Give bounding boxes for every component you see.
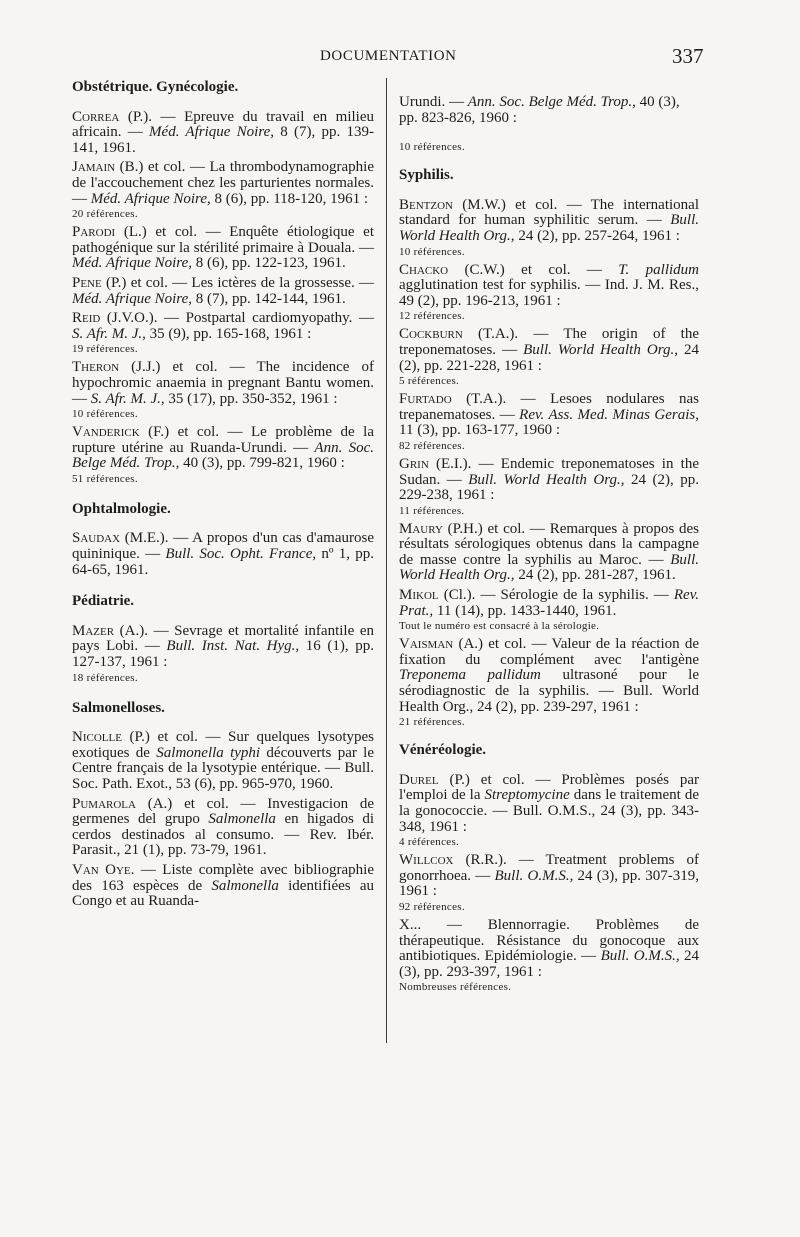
continued-entry: [399, 95, 699, 154]
entry-tail: 11 (3), pp. 163-177, 1960 :: [399, 422, 561, 439]
entry-tail: 24 (3), pp. 293-397, 1961 :: [399, 948, 699, 980]
column-divider: [386, 78, 387, 1043]
bibliography-entry: [399, 918, 699, 994]
entry-journal: Salmonella: [211, 877, 279, 894]
bibliography-entry: [72, 110, 374, 157]
entry-author: Pumarola: [72, 795, 136, 812]
entry-references: 18 références.: [72, 671, 138, 684]
section-pediatrie: [72, 594, 374, 684]
bibliography-entry: [72, 531, 374, 578]
entry-author: Grin: [399, 455, 429, 472]
entry-tail: 8 (6), pp. 118-120, 1961 :: [210, 190, 369, 207]
entry-text: (T.A.). — Lesoes nodulares nas trepanematoses. —: [399, 391, 699, 423]
bibliography-entry: [399, 588, 699, 633]
section-title: Salmonelloses.: [72, 699, 165, 716]
entry-references: 10 références.: [399, 141, 465, 154]
entry-references: 51 références.: [72, 472, 138, 485]
entry-journal: Méd. Afrique Noire,: [72, 255, 192, 272]
entry-journal: Bull. O.M.S.,: [494, 867, 574, 884]
entry-tail: 8 (6), pp. 122-123, 1961.: [192, 255, 346, 272]
entry-journal: S. Afr. M. J.,: [90, 390, 165, 407]
entry-tail: 8 (7), pp. 142-144, 1961.: [192, 290, 346, 307]
entry-text: (Cl.). — Sérologie de la syphilis. —: [438, 587, 674, 604]
entry-journal: Salmonella: [208, 811, 276, 828]
entry-author: Vanderick: [72, 424, 140, 441]
entry-text: (R.R.). — Treatment problems of gonorrhoea. —: [399, 852, 699, 884]
entry-text: (M.W.) et col. — The international standard for human syphilitic serum. —: [399, 196, 699, 229]
bibliography-entry: [72, 311, 374, 356]
entry-tail: 35 (9), pp. 165-168, 1961 :: [145, 325, 312, 342]
entry-author: Willcox: [399, 852, 454, 869]
entry-author: Maury: [399, 520, 443, 537]
entry-author: Pene: [72, 274, 102, 291]
entry-author: Durel: [399, 771, 439, 788]
entry-journal: Streptomycine: [484, 787, 570, 804]
entry-tail: dans le traitement de la gonococcie. — Bull. O.M.S., 24 (3), pp. 343-348, 1961 :: [399, 787, 699, 835]
bibliography-entry: [399, 392, 699, 453]
entry-text: (E.I.). — Endemic treponematoses in the Sudan. —: [399, 455, 699, 488]
entry-text: (P.H.) et col. — Remarques à propos des résultats sérologiques obtenus dans la campagne de masse contre la syphilis au Maroc. —: [399, 520, 699, 568]
entry-journal: Rev. Ass. Med. Minas Gerais,: [519, 406, 699, 423]
section-title: Syphilis.: [399, 167, 454, 184]
section-title: Obstétrique. Gynécologie.: [72, 79, 239, 95]
entry-journal: Bull. Soc. Opht. France,: [165, 546, 317, 563]
entry-text: (J.J.) et col. — The incidence of hypochromic anaemia in pregnant Bantu women. —: [72, 359, 374, 407]
entry-tail: nº 1, pp. 64-65, 1961.: [72, 546, 374, 578]
entry-author: Correa: [72, 108, 120, 125]
entry-text: (P.). — Epreuve du travail en milieu africain. —: [72, 108, 374, 141]
section-ophtalmologie: [72, 502, 374, 578]
entry-text: (B.) et col. — La thrombodynamographie de l'accouchement chez les parturientes normales. —: [72, 159, 374, 207]
entry-tail: 40 (3), pp. 799-821, 1960 :: [179, 455, 345, 472]
entry-references: 82 références.: [399, 439, 465, 452]
section-syphilis: [399, 168, 699, 729]
section-title: Ophtalmologie.: [72, 500, 171, 517]
section-venereologie: [399, 743, 699, 994]
entry-tail: agglutination test for syphilis. — Ind. J. M. Res., 49 (2), pp. 196-213, 1961 :: [399, 277, 699, 309]
entry-references: Nombreuses références.: [399, 981, 512, 994]
section-title: Pédiatrie.: [72, 593, 135, 610]
bibliography-entry: [72, 160, 374, 221]
page-header: [0, 46, 800, 70]
entry-author: Furtado: [399, 391, 452, 408]
entry-tail: en higados di cerdos destinados al consumo. — Rev. Ibér. Parasit., 21 (1), pp. 73-79, 1961.: [72, 811, 374, 859]
entry-tail: 24 (2), pp. 229-238, 1961 :: [399, 471, 699, 504]
running-title: DOCUMENTATION: [320, 48, 457, 64]
entry-journal: Méd. Afrique Noire,: [72, 290, 192, 307]
bibliography-entry: [72, 624, 374, 685]
bibliography-entry: [72, 276, 374, 307]
entry-journal: T. pallidum: [618, 261, 699, 278]
bibliography-entry: [72, 425, 374, 486]
entry-journal: Salmonella typhi: [156, 744, 261, 761]
entry-author: Bentzon: [399, 196, 453, 213]
entry-tail: 24 (3), pp. 307-319, 1961 :: [399, 867, 699, 900]
entry-tail: 16 (1), pp. 127-137, 1961 :: [72, 638, 374, 671]
bibliography-entry: [399, 457, 699, 518]
entry-author: X...: [399, 916, 422, 933]
entry-tail: 24 (2), pp. 221-228, 1961 :: [399, 341, 700, 374]
entry-text: — Liste complète avec bibliographie des 163 espèces de: [72, 861, 375, 894]
entry-text: (A.). — Sevrage et mortalité infantile en pays Lobi. —: [72, 622, 374, 655]
entry-references: 12 références.: [399, 310, 465, 323]
entry-tail: ultrasoné pour le sérodiagnostic de la syphilis. — Bull. World Health Org., 24 (2), pp. 239-297, 1961 :: [399, 667, 699, 715]
entry-tail: découverts par le Centre français de la lysotypie entérique. — Bull. Soc. Path. Exot., 53 (6), pp. 965-970, 1960.: [72, 744, 374, 792]
entry-author: Parodi: [72, 224, 116, 241]
entry-tail: 8 (7), pp. 139-141, 1961.: [72, 124, 374, 156]
section-salmonelloses: [72, 701, 374, 910]
entry-text: (A.) et col. — Investigacion de germenes del grupo: [72, 795, 374, 828]
entry-author: Chacko: [399, 261, 449, 278]
entry-text: (M.E.). — A propos d'un cas d'amaurose quininique. —: [72, 530, 374, 563]
entry-journal: S. Afr. M. J.,: [72, 325, 146, 342]
entry-author: Theron: [72, 359, 120, 376]
entry-journal: Bull. World Health Org.,: [523, 341, 678, 358]
entry-references: 92 références.: [399, 900, 465, 913]
entry-text: (C.W.) et col. —: [448, 261, 619, 278]
bibliography-entry: [72, 225, 374, 272]
entry-text: (P.) et col. — Les ictères de la grossesse. —: [101, 274, 374, 291]
entry-text: (P.) et col. — Sur quelques lysotypes exotiques de: [72, 729, 374, 761]
bibliography-entry: [399, 853, 699, 914]
page-number: 337: [672, 44, 704, 68]
entry-journal: Bull. World Health Org.,: [399, 212, 699, 244]
entry-journal: Rev. Prat.,: [399, 587, 699, 619]
entry-tail: identifiées au Congo et au Ruanda-: [72, 877, 374, 910]
bibliography-entry: [399, 198, 699, 259]
entry-text: (F.) et col. — Le problème de la rupture utérine au Ruanda-Urundi. —: [72, 424, 374, 456]
bibliography-entry: [399, 327, 699, 388]
bibliography-entry: [72, 863, 374, 910]
entry-text: (J.V.O.). — Postpartal cardiomyopathy. —: [100, 310, 374, 327]
entry-journal: Treponema pallidum: [399, 667, 541, 684]
entry-tail: 40 (3), pp. 823-826, 1960 :: [399, 94, 680, 126]
bibliography-entry: [72, 360, 374, 421]
right-column: [399, 80, 699, 998]
bibliography-entry: [399, 263, 699, 324]
entry-journal: Méd. Afrique Noire,: [90, 190, 211, 207]
entry-journal: Méd. Afrique Noire,: [149, 124, 275, 141]
bibliography-entry: [399, 637, 699, 729]
entry-references: 10 références.: [72, 408, 138, 421]
entry-text: (T.A.). — The origin of the treponematoses. —: [399, 326, 699, 358]
entry-text: Urundi. —: [399, 94, 468, 110]
bibliography-entry: [399, 773, 699, 849]
entry-references: Tout le numéro est consacré à la sérologie.: [399, 620, 600, 633]
entry-author: Cockburn: [399, 326, 463, 343]
entry-tail: 24 (2), pp. 257-264, 1961 :: [514, 227, 680, 244]
entry-author: Mazer: [72, 622, 115, 639]
entry-tail: 11 (14), pp. 1433-1440, 1961.: [433, 602, 617, 619]
entry-references: 10 références.: [399, 245, 465, 258]
entry-references: 5 références.: [399, 375, 460, 388]
entry-tail: 35 (17), pp. 350-352, 1961 :: [164, 390, 338, 407]
entry-references: 20 références.: [72, 208, 138, 221]
entry-references: 21 références.: [399, 716, 465, 729]
entry-references: 4 références.: [399, 836, 460, 849]
entry-author: Vaisman: [399, 636, 454, 653]
entry-text: — Blennorragie. Problèmes de thérapeutique. Résistance du gonocoque aux antibiotiques. Epidémiologie. —: [399, 916, 699, 965]
entry-tail: 24 (2), pp. 281-287, 1961.: [514, 567, 676, 584]
bibliography-entry: [72, 797, 374, 859]
section-obstetrique-gynecologie: [72, 80, 374, 486]
bibliography-entry: [399, 522, 699, 584]
entry-text: (L.) et col. — Enquête étiologique et pathogénique sur la stérilité primaire à Douala. —: [72, 224, 374, 256]
section-title: Vénéréologie.: [399, 742, 487, 759]
entry-journal: Bull. World Health Org.,: [399, 551, 699, 584]
bibliography-entry: [72, 730, 374, 792]
entry-author: Saudax: [72, 530, 121, 547]
entry-journal: Ann. Soc. Belge Méd. Trop.,: [72, 439, 374, 472]
entry-journal: Bull. Inst. Nat. Hyg.,: [166, 638, 300, 655]
entry-author: Nicolle: [72, 729, 122, 746]
entry-references: 11 références.: [399, 504, 465, 517]
left-column: [72, 80, 374, 914]
entry-text: (P.) et col. — Problèmes posés par l'emploi de la: [399, 771, 699, 804]
entry-author: Reid: [72, 310, 101, 327]
entry-journal: Bull. O.M.S.,: [600, 948, 680, 965]
entry-references: 19 références.: [72, 343, 138, 356]
entry-author: Mikol: [399, 587, 439, 604]
entry-journal: Ann. Soc. Belge Méd. Trop.,: [467, 94, 636, 110]
entry-author: Van Oye.: [72, 861, 135, 878]
entry-author: Jamain: [72, 159, 116, 176]
right-sections: [399, 168, 699, 994]
entry-text: (A.) et col. — Valeur de la réaction de fixation du complément avec l'antigène: [399, 636, 699, 668]
entry-journal: Bull. World Health Org.,: [468, 471, 625, 488]
